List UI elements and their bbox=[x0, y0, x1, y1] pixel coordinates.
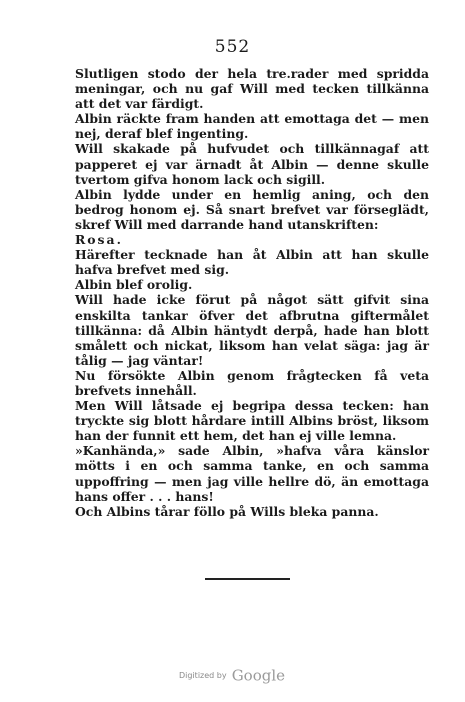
google-logo: Google bbox=[231, 666, 286, 685]
digitized-watermark bbox=[179, 665, 299, 687]
paragraph: Och Albins tårar föllo på Wills bleka panna. bbox=[75, 503, 379, 519]
paragraph: Slutligen stodo der hela tre.rader med spridda meningar, och nu gaf Will med tecken tillkänna att det var färdigt. bbox=[75, 66, 429, 112]
paragraph: Albin lydde under en hemlig aning, och den bedrog honom ej. Så snart brefvet var förseglädt, skref Will med darrande hand utanskriften: bbox=[75, 186, 429, 232]
paragraph: Will hade icke förut på något sätt gifvit sina enskilta tankar öfver det afbrutna giftermålet tillkänna: då Albin häntydt derpå, hade han blott smålett och nickat, liksom han velat säga: jag är tålig — jag väntar! bbox=[75, 292, 429, 368]
paragraph: Härefter tecknade han åt Albin att han skulle hafva brefvet med sig. bbox=[75, 247, 429, 278]
paragraph: Albin blef orolig. bbox=[75, 277, 193, 293]
paragraph-letter-heading: Rosa. bbox=[75, 232, 123, 248]
paragraph: Nu försökte Albin genom frågtecken få veta brefvets innehåll. bbox=[75, 367, 429, 398]
paragraph: Men Will låtsade ej begripa dessa tecken: han tryckte sig blott hårdare intill Albins bröst, liksom han der funnit ett hem, det han ej ville lemna. bbox=[75, 398, 429, 444]
section-divider bbox=[205, 578, 290, 580]
paragraph: Will skakade på hufvudet och tillkännagaf att papperet ej var ärnadt åt Albin — denne skulle tvertom gifva honom lack och sigill. bbox=[75, 141, 429, 187]
body-text bbox=[75, 66, 429, 519]
watermark-prefix: Digitized by bbox=[179, 671, 227, 680]
page-number: 552 bbox=[214, 37, 251, 57]
paragraph: »Kanhända,» sade Albin, »hafva våra känslor mötts i en och samma tanke, en och samma uppoffring — men jag ville hellre dö, än emottaga hans offer . . . hans! bbox=[75, 443, 429, 504]
paragraph: Albin räckte fram handen att emottaga det — men nej, deraf blef ingenting. bbox=[75, 111, 429, 142]
